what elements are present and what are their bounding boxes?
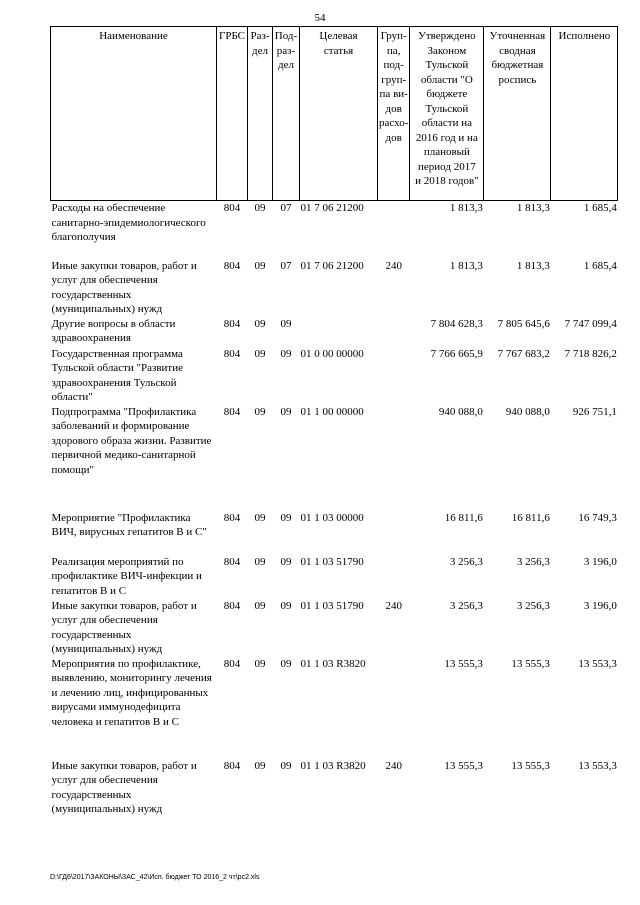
row-approved: 1 813,3 (449, 259, 483, 272)
row-razdel: 09 (254, 759, 266, 772)
header-refined: Уточненная сводная бюджетная роспись (484, 27, 551, 201)
row-grbs: 804 (223, 405, 241, 418)
header-target-article: Целевая статья (300, 27, 378, 201)
row-expense-group (378, 317, 410, 347)
table-row (51, 599, 618, 657)
table-header-row (51, 27, 618, 201)
row-approved: 7 804 628,3 (430, 317, 483, 330)
row-approved: 13 555,3 (444, 657, 483, 670)
row-refined: 16 811,6 (511, 511, 550, 524)
row-name: Государственная программа Тульской области "Развитие здравоохранения Тульской области" (51, 347, 184, 403)
row-executed: 16 749,3 (578, 511, 617, 524)
row-target-article: 01 1 03 R3820 (300, 759, 366, 772)
row-grbs: 804 (223, 347, 241, 360)
row-executed: 3 196,0 (583, 599, 617, 612)
row-target-article: 01 1 03 51790 (300, 599, 364, 612)
row-podrazdel: 09 (280, 511, 292, 524)
row-name: Иные закупки товаров, работ и услуг для обеспечения государственных (муниципальных) нужд (51, 599, 197, 655)
table-row (51, 657, 618, 759)
row-grbs: 804 (223, 511, 241, 524)
row-razdel: 09 (254, 202, 266, 214)
row-expense-group (378, 405, 410, 491)
page-number: 54 (314, 12, 326, 24)
row-grbs: 804 (223, 202, 241, 214)
row-refined: 7 767 683,2 (497, 347, 550, 360)
table-row (51, 759, 618, 817)
row-podrazdel: 09 (280, 759, 292, 772)
row-target-article: 01 1 03 00000 (300, 511, 364, 524)
row-target-article: 01 7 06 21200 (300, 259, 364, 272)
row-target-article: 01 7 06 21200 (300, 202, 364, 214)
row-approved: 940 088,0 (438, 405, 483, 418)
row-razdel: 09 (254, 317, 266, 330)
row-refined: 1 813,3 (516, 259, 550, 272)
row-name: Иные закупки товаров, работ и услуг для обеспечения государственных (муниципальных) нужд (51, 259, 197, 315)
row-name: Расходы на обеспечение санитарно-эпидемиологического благополучия (51, 202, 206, 243)
row-name: Иные закупки товаров, работ и услуг для обеспечения государственных (муниципальных) нужд (51, 759, 197, 815)
row-target-article (300, 317, 378, 347)
row-podrazdel: 09 (280, 347, 292, 360)
row-refined: 3 256,3 (516, 599, 550, 612)
table-row (51, 405, 618, 491)
row-expense-group (378, 555, 410, 599)
file-path-footer: D:\ГД6\2017\ЗАКОНЫ\ЗАС_42\Исп. бюджет ТО 2016_2 чт\рс2.xls (50, 874, 260, 881)
row-podrazdel: 07 (280, 202, 292, 214)
row-podrazdel: 09 (280, 555, 292, 568)
row-razdel: 09 (254, 405, 266, 418)
row-razdel: 09 (254, 555, 266, 568)
row-expense-group: 240 (385, 759, 402, 772)
budget-table (50, 26, 618, 817)
row-grbs: 804 (223, 759, 241, 772)
row-executed: 926 751,1 (572, 405, 617, 418)
row-executed: 13 553,3 (578, 657, 617, 670)
row-refined: 13 555,3 (511, 759, 550, 772)
row-expense-group (378, 347, 410, 405)
row-approved: 7 766 665,9 (430, 347, 483, 360)
table-row (51, 491, 618, 555)
row-expense-group: 240 (385, 259, 402, 272)
header-podrazdel: Под- раз- дел (273, 27, 300, 201)
row-refined: 13 555,3 (511, 657, 550, 670)
row-expense-group (378, 657, 410, 759)
row-razdel: 09 (254, 347, 266, 360)
row-razdel: 09 (254, 511, 266, 524)
row-executed: 1 685,4 (583, 259, 617, 272)
row-target-article: 01 0 00 00000 (300, 347, 364, 360)
row-grbs: 804 (223, 555, 241, 568)
row-approved: 1 813,3 (449, 202, 483, 214)
row-executed: 7 747 099,4 (564, 317, 617, 330)
header-approved: Утверждено Законом Тульской области "О бюджете Тульской области на 2016 год и на плановый период 2017 и 2018 годов" (410, 27, 484, 201)
row-expense-group (378, 491, 410, 555)
row-name: Мероприятия по профилактике, выявлению, мониторингу лечения и лечению лиц, инфицированных вирусами иммунодефицита человека и гепатитов В и С (51, 657, 212, 728)
row-razdel: 09 (254, 599, 266, 612)
table-row (51, 347, 618, 405)
row-approved: 13 555,3 (444, 759, 483, 772)
row-expense-group: 240 (385, 599, 402, 612)
row-razdel: 09 (254, 657, 266, 670)
row-approved: 3 256,3 (449, 599, 483, 612)
row-refined: 940 088,0 (505, 405, 550, 418)
row-executed: 13 553,3 (578, 759, 617, 772)
row-podrazdel: 09 (280, 317, 292, 330)
row-podrazdel: 09 (280, 405, 292, 418)
row-executed: 1 685,4 (583, 202, 617, 214)
table-row (51, 555, 618, 599)
row-grbs: 804 (223, 317, 241, 330)
row-approved: 3 256,3 (449, 555, 483, 568)
row-executed: 7 718 826,2 (564, 347, 617, 360)
row-approved: 16 811,6 (444, 511, 483, 524)
row-target-article: 01 1 03 51790 (300, 555, 364, 568)
header-expense-group: Груп- па, под- груп- па ви- дов расхо- дов (378, 27, 410, 201)
row-razdel: 09 (254, 259, 266, 272)
row-podrazdel: 07 (280, 259, 292, 272)
row-name: Реализация мероприятий по профилактике ВИЧ-инфекции и гепатитов В и С (51, 555, 202, 597)
row-name: Мероприятие "Профилактика ВИЧ, вирусных гепатитов В и С" (51, 511, 207, 538)
table-row (51, 317, 618, 347)
row-podrazdel: 09 (280, 657, 292, 670)
row-grbs: 804 (223, 259, 241, 272)
row-name: Другие вопросы в области здравоохранения (51, 317, 176, 344)
header-razdel: Раз- дел (248, 27, 273, 201)
header-executed: Исполнено (551, 27, 618, 201)
header-name: Наименование (51, 27, 217, 201)
table-row (51, 259, 618, 317)
row-grbs: 804 (223, 657, 241, 670)
row-name: Подпрограмма "Профилактика заболеваний и формирование здорового образа жизни. Развитие первичной медико-санитарной помощи" (51, 405, 212, 476)
row-grbs: 804 (223, 599, 241, 612)
row-expense-group (378, 201, 410, 259)
row-refined: 7 805 645,6 (497, 317, 550, 330)
row-target-article: 01 1 00 00000 (300, 405, 364, 418)
row-target-article: 01 1 03 R3820 (300, 657, 366, 670)
header-grbs: ГРБС (217, 27, 248, 201)
row-executed: 3 196,0 (583, 555, 617, 568)
row-refined: 3 256,3 (516, 555, 550, 568)
row-refined: 1 813,3 (516, 202, 550, 214)
table-row (51, 201, 618, 259)
row-podrazdel: 09 (280, 599, 292, 612)
